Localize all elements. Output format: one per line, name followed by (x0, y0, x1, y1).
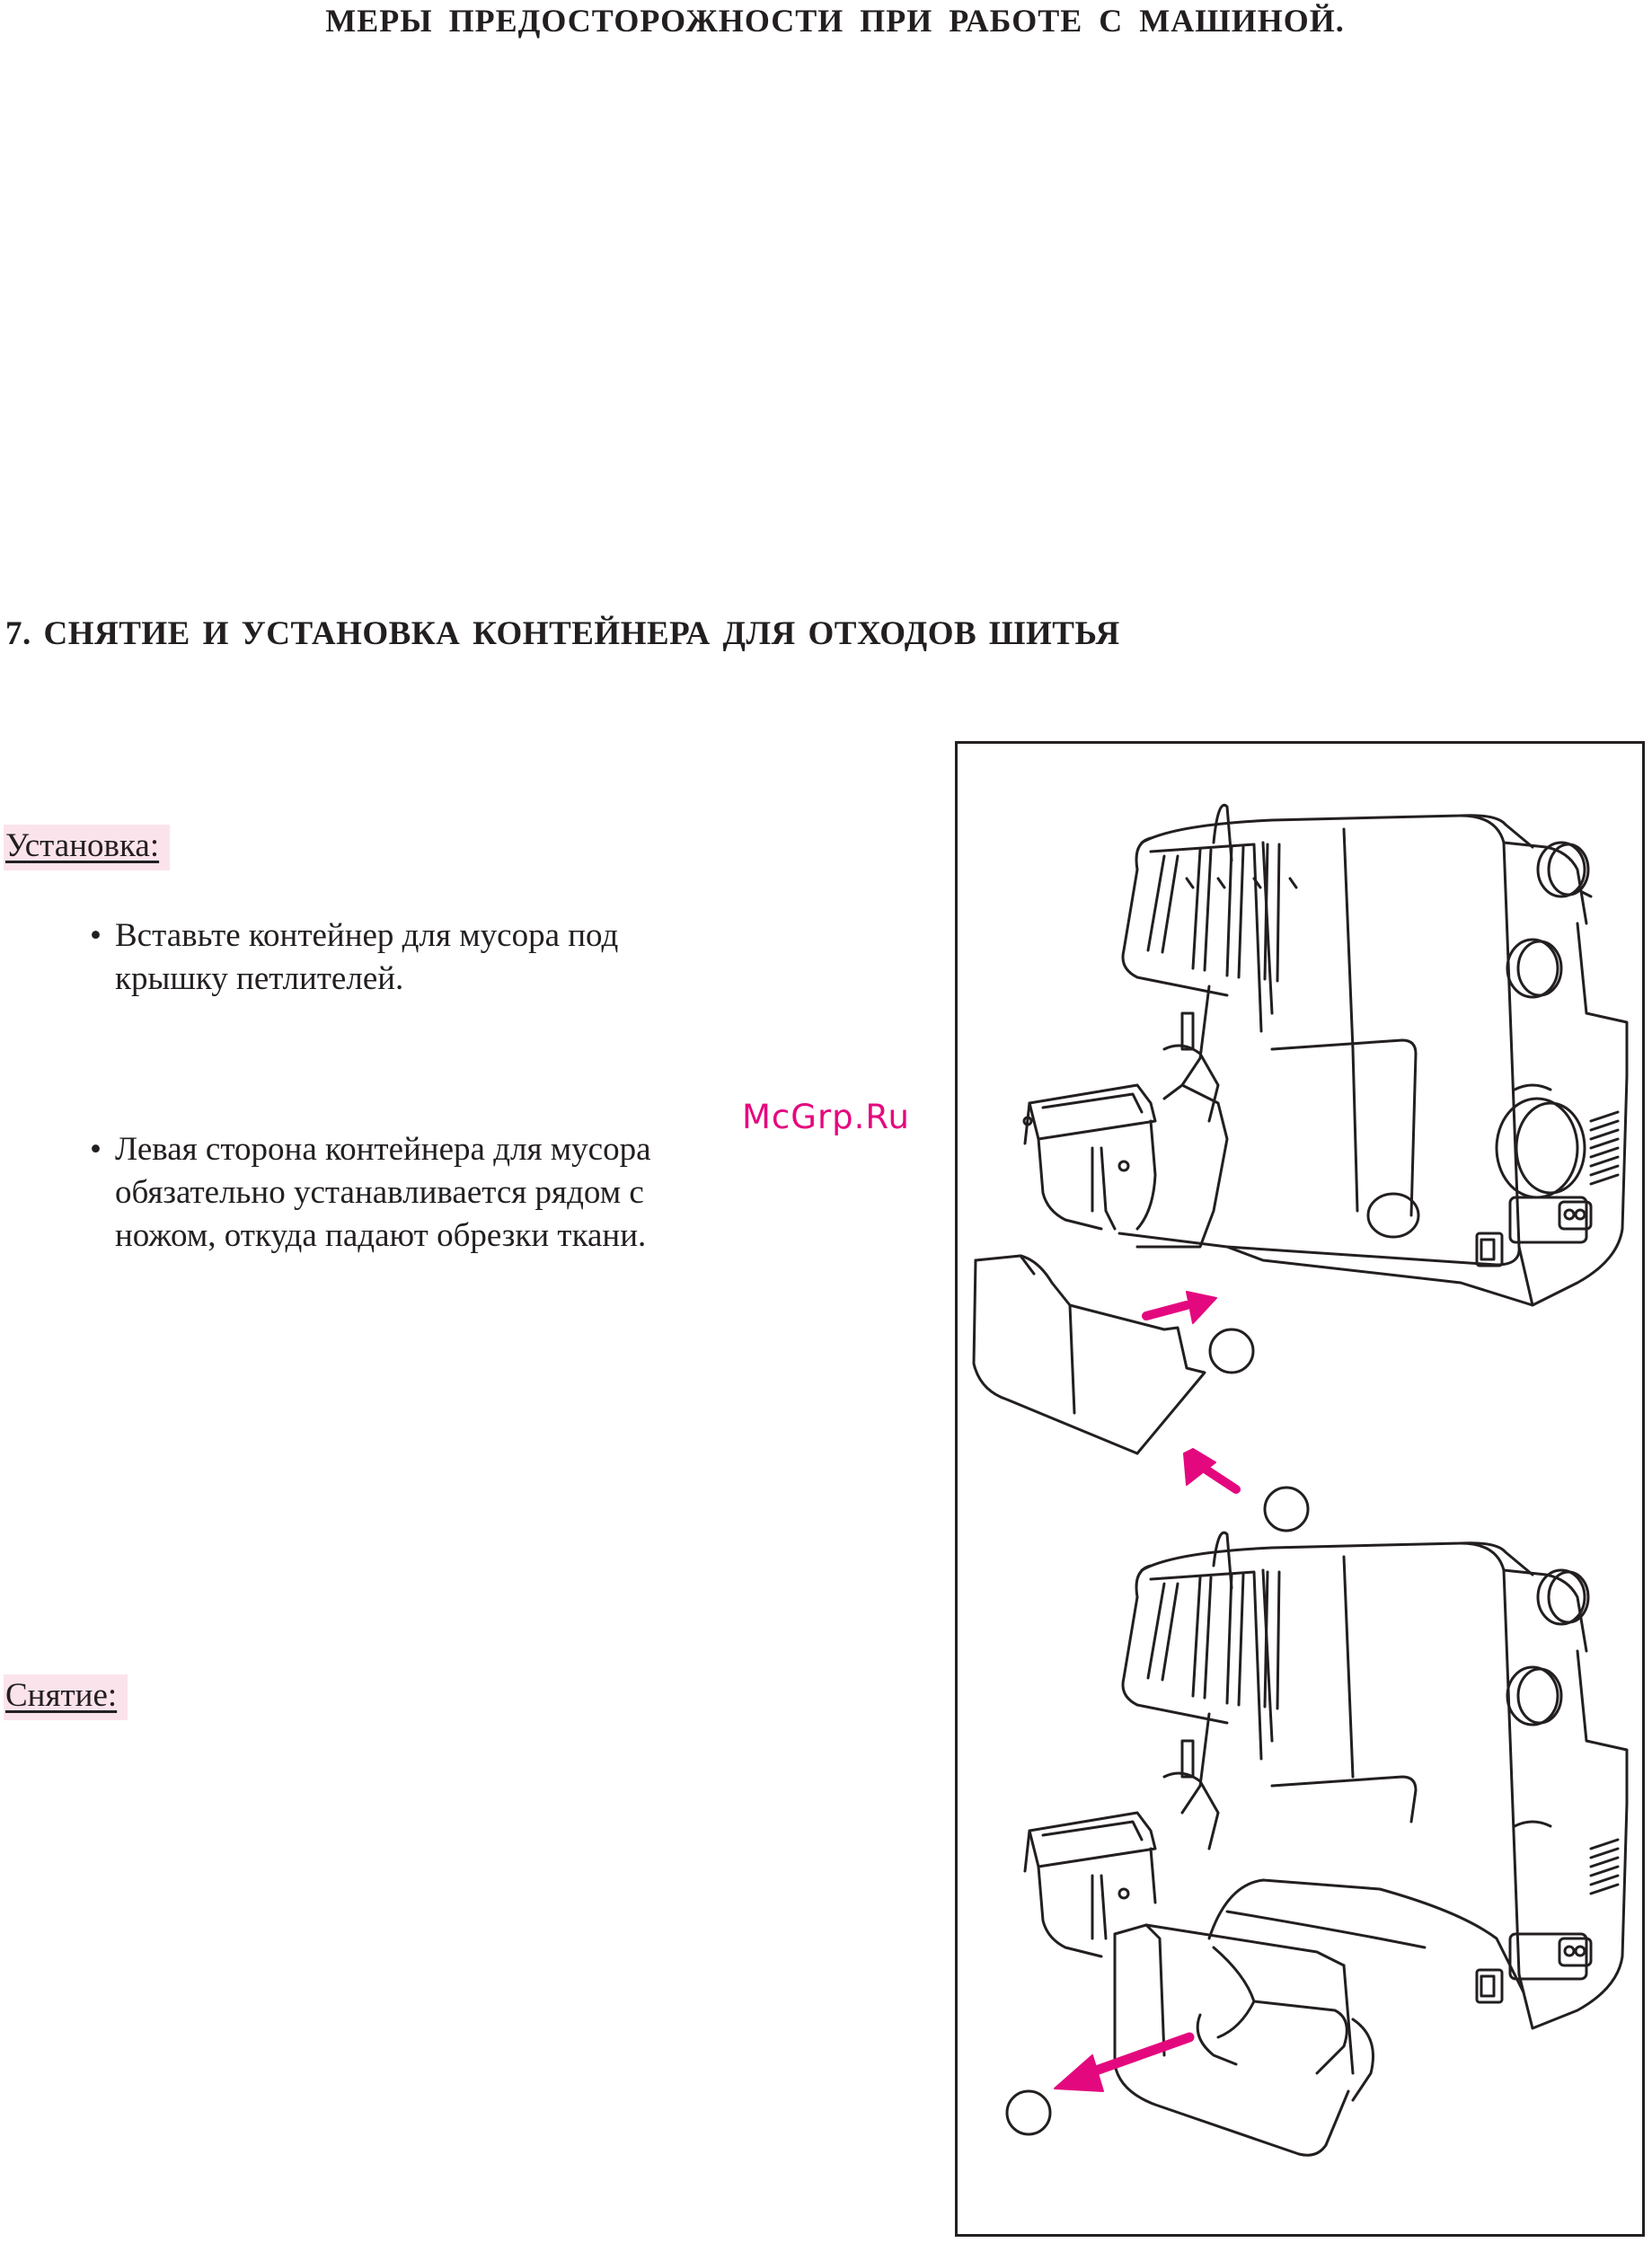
step-circle-icon (1210, 1329, 1253, 1373)
hand (1197, 1880, 1524, 2100)
bullet-dot-icon: • (90, 1131, 102, 1168)
arrow-icon (1146, 1292, 1216, 1323)
machine-top (1024, 805, 1627, 1305)
waste-container-bottom (1115, 1925, 1353, 2155)
section-title: 7. СНЯТИЕ И УСТАНОВКА КОНТЕЙНЕРА ДЛЯ ОТХОДОВ ШИТЬЯ (5, 615, 1120, 652)
bullet-dot-icon: • (90, 917, 102, 954)
installation-heading: Установка: (4, 825, 170, 870)
waste-container-top (974, 1256, 1205, 1453)
step-circle-icon (1265, 1488, 1308, 1531)
removal-heading: Снятие: (4, 1674, 128, 1720)
installation-bullet (90, 914, 737, 1001)
installation-bullet (90, 1128, 737, 1258)
watermark: McGrp.Ru (742, 1098, 910, 1136)
step-circle-icon (1007, 2091, 1050, 2134)
bullet-text: Левая сторона контейнера для мусора обязательно устанавливается рядом с ножом, откуда падают обрезки ткани. (115, 1131, 651, 1254)
arrow-icon (1184, 1449, 1236, 1489)
overlock-machine-illustration (958, 744, 1642, 2234)
page-header-title: МЕРЫ ПРЕДОСТОРОЖНОСТИ ПРИ РАБОТЕ С МАШИНОЙ. (325, 3, 1345, 39)
illustration-frame (955, 741, 1645, 2237)
bullet-text: Вставьте контейнер для мусора под крышку петлителей. (115, 917, 619, 997)
